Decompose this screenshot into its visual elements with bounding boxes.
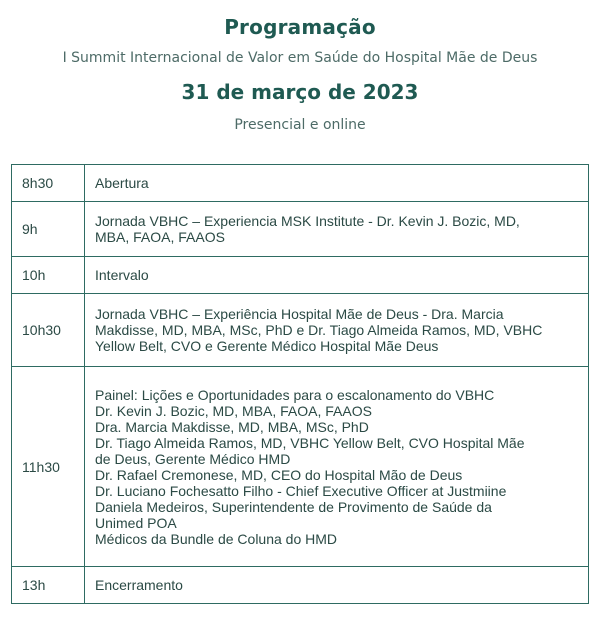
schedule-time: 9h	[12, 202, 85, 257]
schedule-description-line: Dr. Kevin J. Bozic, MD, MBA, FAOA, FAAOS	[95, 402, 372, 419]
event-mode: Presencial e online	[234, 117, 366, 133]
schedule-description-line: Dr. Luciano Fochesatto Filho - Chief Executive Officer at Justmiine	[95, 482, 507, 499]
schedule-description	[85, 567, 589, 604]
schedule-description-line: MBA, FAOA, FAAOS	[95, 229, 225, 245]
schedule-description-line: Painel: Lições e Oportunidades para o escalonamento do VBHC	[95, 386, 495, 403]
schedule-description-line: de Deus, Gerente Médico HMD	[95, 450, 291, 467]
event-subtitle: I Summit Internacional de Valor em Saúde do Hospital Mãe de Deus	[62, 50, 538, 66]
schedule-table	[11, 164, 589, 604]
schedule-description-line: Encerramento	[95, 577, 183, 593]
schedule-description-line: Jornada VBHC – Experiência Hospital Mãe de Deus - Dra. Marcia	[95, 306, 504, 322]
schedule-time: 10h30	[12, 294, 85, 367]
schedule-description	[85, 202, 589, 257]
schedule-description-line: Yellow Belt, CVO e Gerente Médico Hospital Mãe Deus	[95, 338, 439, 354]
schedule-time: 11h30	[12, 367, 85, 567]
schedule-time: 8h30	[12, 165, 85, 202]
schedule-time: 13h	[12, 567, 85, 604]
schedule-time: 10h	[12, 257, 85, 294]
schedule-description	[85, 294, 589, 367]
schedule-row	[12, 567, 589, 604]
schedule-row	[12, 294, 589, 367]
schedule-description-line: Daniela Medeiros, Superintendente de Provimento de Saúde da	[95, 498, 492, 515]
schedule-description-line: Médicos da Bundle de Coluna do HMD	[95, 530, 338, 547]
schedule-row	[12, 367, 589, 567]
schedule-row	[12, 165, 589, 202]
schedule-description-line: Makdisse, MD, MBA, MSc, PhD e Dr. Tiago Almeida Ramos, MD, VBHC	[95, 322, 543, 338]
schedule-description-line: Dr. Rafael Cremonese, MD, CEO do Hospital Mão de Deus	[95, 466, 463, 483]
schedule-row	[12, 257, 589, 294]
schedule-description-line: Unimed POA	[95, 514, 177, 531]
schedule-description-line: Intervalo	[95, 267, 149, 283]
schedule-description-line: Dra. Marcia Makdisse, MD, MBA, MSc, PhD	[95, 418, 369, 435]
event-date: 31 de março de 2023	[181, 80, 419, 104]
schedule-description	[85, 257, 589, 294]
schedule-description-line: Dr. Tiago Almeida Ramos, MD, VBHC Yellow Belt, CVO Hospital Mãe	[95, 434, 525, 451]
page-title: Programação	[224, 15, 376, 39]
schedule-description-line: Jornada VBHC – Experiencia MSK Institute - Dr. Kevin J. Bozic, MD,	[95, 213, 520, 229]
schedule-description-line: Abertura	[95, 175, 149, 191]
schedule-description	[85, 367, 589, 567]
schedule-description	[85, 165, 589, 202]
schedule-row	[12, 202, 589, 257]
